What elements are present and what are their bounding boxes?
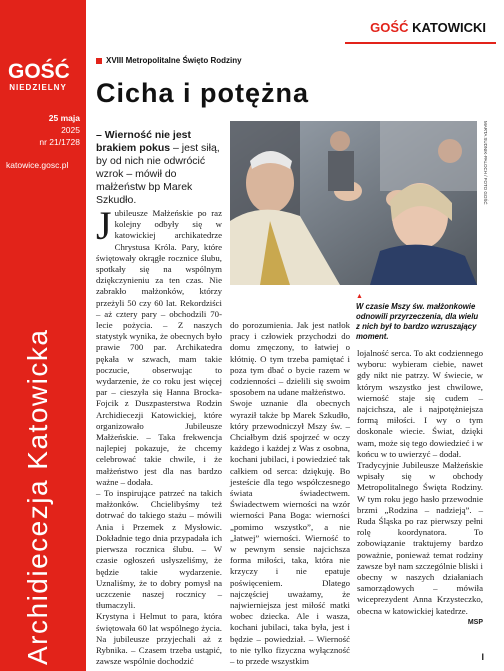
drop-cap: J bbox=[96, 203, 112, 248]
caption-text: W czasie Mszy św. małżonkowie odnowili przyrzeczenia, dla wielu z nich był to bardzo wzruszający moment. bbox=[356, 302, 479, 341]
article-lead bbox=[96, 129, 222, 207]
section-label bbox=[96, 56, 242, 65]
header-divider bbox=[345, 42, 496, 44]
header-brand-region: KATOWICKI bbox=[412, 20, 486, 35]
paragraph: Jubileusze Małżeńskie po raz kolejny odbyły się w katowickiej archikatedrze Chrystusa Króla. Pary, które świętowały okrągłe rocznice ślubu, spotkały się na wspólnym dziękczynieniu za ten czas. Nie zabrakło małżonków, którzy przeżyli 50 czy 60 lat. Rekordziści – aż cztery pary – obchodzili 70-lecie pożycia. – Z naszych statystyk wynika, że obecnych było prawie 700 par. Archikatedra pękała w szwach, mam takie poczucie, obserwując to wydarzenie, że co roku jest więcej par – cieszyła się Hanna Brocka-Fojcik z Duszpasterstwa Rodzin Archidiecezji Katowickiej, które organizowało Jubileusze Małżeńskie. – Taka frekwencja najlepiej pokazuje, że chcemy celebrować takie chwile, i że małżeństwo jest dla nas bardzo ważne – dodała. bbox=[96, 203, 222, 487]
photo-caption bbox=[356, 292, 484, 342]
section-label-text: XVIII Metropolitalne Święto Rodziny bbox=[106, 56, 242, 65]
vertical-diocese-label: Archidiecezja Katowicka bbox=[22, 328, 53, 665]
photo-credit: MARTA SUDNIK-PALOCH / FOTO GOŚĆ bbox=[483, 121, 488, 205]
issue-year: 2025 bbox=[61, 125, 80, 135]
red-square-icon bbox=[96, 58, 102, 64]
paragraph: – To inspirujące patrzeć na takich małżonków. Chcielibyśmy też dotrwać do takiego stażu – mówili Ania i Przemek z Mysłowic. Dokładnie tego dnia przypadała ich pierwsza rocznica ślubu. – W czasie ogłoszeń usłyszeliśmy, że będzie takie wydarzenie. Uznaliśmy, że to dobry pomysł na uczczenie naszej rocznicy – tłumaczyli. bbox=[96, 488, 222, 611]
logo-niedzielny-text: NIEDZIELNY bbox=[9, 83, 67, 92]
header-brand-gosc: GOŚĆ bbox=[370, 20, 409, 35]
issue-date: 25 maja bbox=[48, 113, 80, 123]
article-photo bbox=[230, 121, 477, 285]
issue-info bbox=[39, 112, 80, 148]
website-link[interactable]: katowice.gosc.pl bbox=[6, 160, 69, 170]
paragraph: do porozumienia. Jak jest natłok pracy i człowiek przychodzi do domu zmęczony, to łatwiej o kłótnię. O tym trzeba pamiętać i poza tym dbać o bycie razem w codzienności – dzielili się swoim sposobem na udane małżeństwo. bbox=[230, 320, 350, 398]
paragraph: lojalność serca. To akt codziennego wyboru: wybieram ciebie, nawet gdy nikt nie patrzy. W świecie, w którym wszystko jest chwilowe, wierność staje się cudem – najcichsza, ale i najpotężniejsza formą miłości. I wy o tym doskonale wiecie. Świat, dzięki wam, może się tego dowiedzieć i w końcu w to uwierzyć – dodał. bbox=[357, 348, 483, 459]
gosc-niedzielny-logo[interactable] bbox=[8, 62, 68, 92]
paragraph: Tradycyjnie Jubileusze Małżeńskie wpisały się w obchody Metropolitalnego Święta Rodziny. W tym roku jego hasło przewodnie brzmi „Rodzina – nadzieją”. – Ruda Śląska po raz pierwszy pełni rolę koordynatora. To zobowiązanie traktujemy bardzo poważnie, ponieważ temat rodziny zawsze był nam szczególnie bliski i obecny w naszych działaniach samorządowych – mówiła wiceprezydent Anna Krzysteczko, obecna w katowickiej katedrze. MSP bbox=[357, 460, 483, 617]
author-signature: MSP bbox=[467, 618, 483, 626]
article-title: Cicha i potężna bbox=[96, 78, 310, 108]
lead-bold: – Wierność nie jest brakiem pokus bbox=[96, 129, 192, 154]
body-column-1 bbox=[96, 203, 222, 667]
paragraph: Krystyna i Helmut to para, która świętowała 60 lat wspólnego życia. Na jubileusze przyjechali aż z Rybnika. – Czasem trzeba ustąpić, zawsze wspólnie dochodzić bbox=[96, 611, 222, 667]
paragraph: Swoje uznanie dla obecnych wyraził także bp Marek Szkudło, który przewodniczył Mszy św. – Chciałbym dziś spojrzeć w oczy każdego i każdej z Was z osobna, kochani jubilaci, i powiedzieć tak całkiem od serca: dziękuję. Bo jesteście dla tego współczesnego świata świadectwem. Świadectwem wierności na wzór wierności Pana Boga: wierności „pomimo wszystko”, a nie „łatwej” wierności. Wierność to w pewnym sensie najcichsza forma miłości, taka, która nie krzyczy i nie epatuje poświęceniem. Dlatego najczęściej uważamy, że najwierniejsza jest miłość matki wobec dziecka. Ale i wasza, kochani jubilaci, taka była, jest i będzie – powiedział. – Wierność to nie tylko fizyczna wyłączność – to przede wszystkim bbox=[230, 398, 350, 667]
red-sidebar bbox=[0, 0, 86, 671]
body-column-3 bbox=[357, 348, 483, 628]
logo-gosc-text: GOŚĆ bbox=[8, 60, 70, 83]
issue-number: nr 21/1728 bbox=[39, 137, 80, 147]
header-brand bbox=[370, 20, 486, 35]
photo-illustration bbox=[230, 121, 477, 285]
lead-rest: – jest siłą, by od nich nie odwrócić wzrok – mówił do małżeństw bp Marek Szkudło. bbox=[96, 142, 220, 206]
body-column-2 bbox=[230, 320, 350, 667]
caption-triangle-icon: ▲ bbox=[356, 293, 363, 300]
page-number: I bbox=[481, 652, 484, 662]
